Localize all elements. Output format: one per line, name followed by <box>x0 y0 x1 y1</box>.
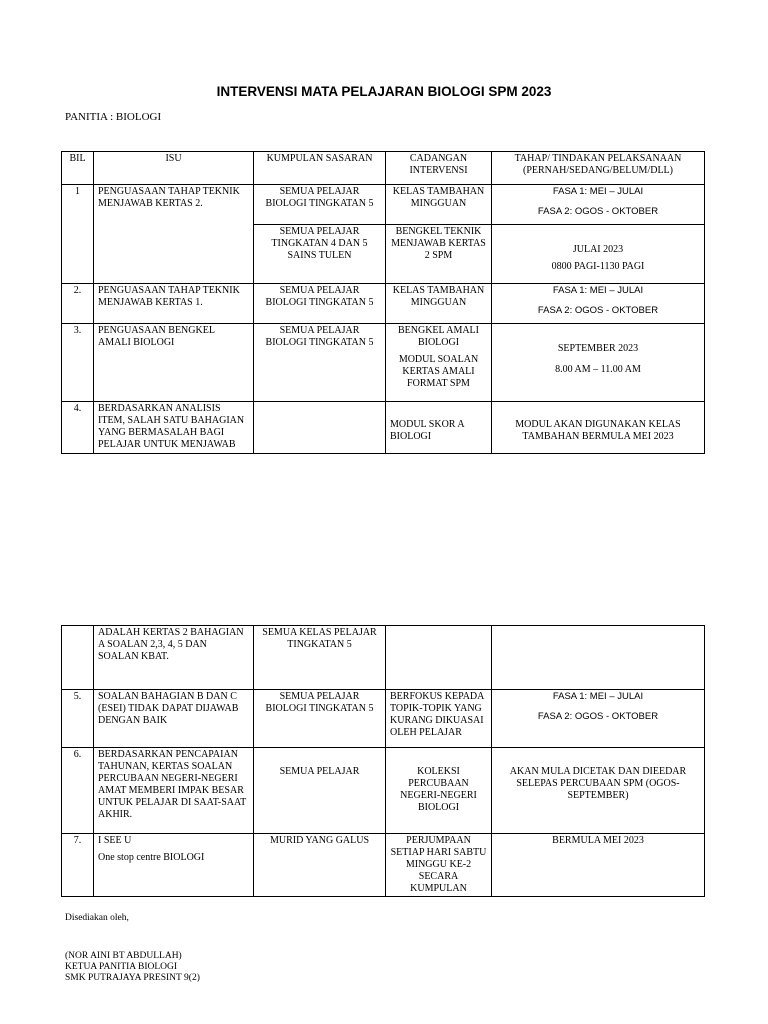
intervention-table-page1 <box>61 151 705 454</box>
table-row <box>62 690 705 748</box>
row-isu: PENGUASAAN TAHAP TEKNIK MENJAWAB KERTAS 1. <box>94 284 254 324</box>
cadangan-line-2: MODUL SOALAN KERTAS AMALI FORMAT SPM <box>398 354 479 389</box>
document-title: INTERVENSI MATA PELAJARAN BIOLOGI SPM 2023 <box>216 84 552 99</box>
row-isu: BERDASARKAN PENCAPAIAN TAHUNAN, KERTAS SOALAN PERCUBAAN NEGERI-NEGERI AMAT MEMBERI IMPAK BESAR UNTUK PELAJAR DI SAAT-SAAT AKHIR. <box>94 748 254 834</box>
row-kumpulan <box>254 402 386 454</box>
tahap-line-2: FASA 2: OGOS - OKTOBER <box>537 206 659 218</box>
tahap-line-2: 8.00 AM – 11.00 AM <box>555 364 641 375</box>
row-cadangan <box>386 626 492 690</box>
header-cadangan-intervensi: CADANGAN INTERVENSI <box>386 152 492 185</box>
table-row <box>62 626 705 690</box>
row-bil: 3. <box>62 324 94 402</box>
intervention-table-page2 <box>61 625 705 897</box>
row-tahap <box>492 185 705 225</box>
table-row <box>62 402 705 454</box>
row-tahap: MODUL AKAN DIGUNAKAN KELAS TAMBAHAN BERMULA MEI 2023 <box>492 402 705 454</box>
cadangan-line-1: BENGKEL AMALI BIOLOGI <box>397 325 479 348</box>
signatory-school: SMK PUTRAJAYA PRESINT 9(2) <box>65 972 200 983</box>
header-isu: ISU <box>94 152 254 185</box>
row-tahap <box>492 324 705 402</box>
tahap-line-2: FASA 2: OGOS - OKTOBER <box>537 711 659 723</box>
row-tahap: BERMULA MEI 2023 <box>492 834 705 897</box>
header-bil: BIL <box>62 152 94 185</box>
row-cadangan: MODUL SKOR A BIOLOGI <box>386 402 492 454</box>
tahap-line-1: FASA 1: MEI – JULAI <box>552 691 644 702</box>
row-kumpulan: SEMUA PELAJAR BIOLOGI TINGKATAN 5 <box>254 185 386 225</box>
row-bil: 4. <box>62 402 94 454</box>
row-isu: SOALAN BAHAGIAN B DAN C (ESEI) TIDAK DAPAT DIJAWAB DENGAN BAIK <box>94 690 254 748</box>
table-row <box>62 284 705 324</box>
tahap-line-2: FASA 2: OGOS - OKTOBER <box>537 305 659 317</box>
row-isu <box>94 834 254 897</box>
row-kumpulan: MURID YANG GALUS <box>254 834 386 897</box>
tahap-line-1: FASA 1: MEI – JULAI <box>552 186 644 197</box>
table-row <box>62 834 705 897</box>
isu-line-2: One stop centre BIOLOGI <box>98 852 205 863</box>
tahap-line-1: SEPTEMBER 2023 <box>557 343 639 354</box>
row-tahap <box>492 690 705 748</box>
tahap-line-1: JULAI 2023 <box>572 244 624 255</box>
row-isu: PENGUASAAN BENGKEL AMALI BIOLOGI <box>94 324 254 402</box>
row-cadangan: BERFOKUS KEPADA TOPIK-TOPIK YANG KURANG DIKUASAI OLEH PELAJAR <box>386 690 492 748</box>
row-cadangan: KELAS TAMBAHAN MINGGUAN <box>386 185 492 225</box>
row-isu: BERDASARKAN ANALISIS ITEM, SALAH SATU BAHAGIAN YANG BERMASALAH BAGI PELAJAR UNTUK MENJAWAB <box>94 402 254 454</box>
row-kumpulan: SEMUA PELAJAR BIOLOGI TINGKATAN 5 <box>254 690 386 748</box>
signatory-role: KETUA PANITIA BIOLOGI <box>65 961 178 972</box>
panitia-label: PANITIA : BIOLOGI <box>65 111 162 123</box>
row-bil: 6. <box>62 748 94 834</box>
header-tahap-tindakan: TAHAP/ TINDAKAN PELAKSANAAN (PERNAH/SEDANG/BELUM/DLL) <box>492 152 705 185</box>
row-tahap <box>492 284 705 324</box>
prepared-by-label: Disediakan oleh, <box>65 913 129 923</box>
row-kumpulan: SEMUA KELAS PELAJAR TINGKATAN 5 <box>254 626 386 690</box>
row-bil: 1 <box>62 185 94 284</box>
table-row <box>62 185 705 225</box>
row-tahap <box>492 225 705 284</box>
signatory-name: (NOR AINI BT ABDULLAH) <box>65 951 182 961</box>
row-isu: PENGUASAAN TAHAP TEKNIK MENJAWAB KERTAS 2. <box>94 185 254 284</box>
row-bil: 2. <box>62 284 94 324</box>
row-bil: 7. <box>62 834 94 897</box>
row-kumpulan: SEMUA PELAJAR BIOLOGI TINGKATAN 5 <box>254 324 386 402</box>
row-bil <box>62 626 94 690</box>
row-cadangan <box>386 324 492 402</box>
row-cadangan: BENGKEL TEKNIK MENJAWAB KERTAS 2 SPM <box>386 225 492 284</box>
header-kumpulan-sasaran: KUMPULAN SASARAN <box>254 152 386 185</box>
row-cadangan: KELAS TAMBAHAN MINGGUAN <box>386 284 492 324</box>
table-header-row <box>62 152 705 185</box>
row-kumpulan: SEMUA PELAJAR BIOLOGI TINGKATAN 5 <box>254 284 386 324</box>
tahap-line-2: 0800 PAGI-1130 PAGI <box>551 261 645 272</box>
table-row <box>62 324 705 402</box>
signature-block <box>65 951 200 984</box>
table-row <box>62 748 705 834</box>
isu-line-1: I SEE U <box>98 835 132 846</box>
tahap-line-1: FASA 1: MEI – JULAI <box>552 285 644 296</box>
row-kumpulan: SEMUA PELAJAR TINGKATAN 4 DAN 5 SAINS TULEN <box>254 225 386 284</box>
row-bil: 5. <box>62 690 94 748</box>
row-kumpulan: SEMUA PELAJAR <box>254 748 386 834</box>
row-cadangan: PERJUMPAAN SETIAP HARI SABTU MINGGU KE-2 SECARA KUMPULAN <box>386 834 492 897</box>
row-cadangan: KOLEKSI PERCUBAAN NEGERI-NEGERI BIOLOGI <box>386 748 492 834</box>
row-isu: ADALAH KERTAS 2 BAHAGIAN A SOALAN 2,3, 4, 5 DAN SOALAN KBAT. <box>94 626 254 690</box>
row-tahap: AKAN MULA DICETAK DAN DIEEDAR SELEPAS PERCUBAAN SPM (OGOS-SEPTEMBER) <box>492 748 705 834</box>
row-tahap <box>492 626 705 690</box>
